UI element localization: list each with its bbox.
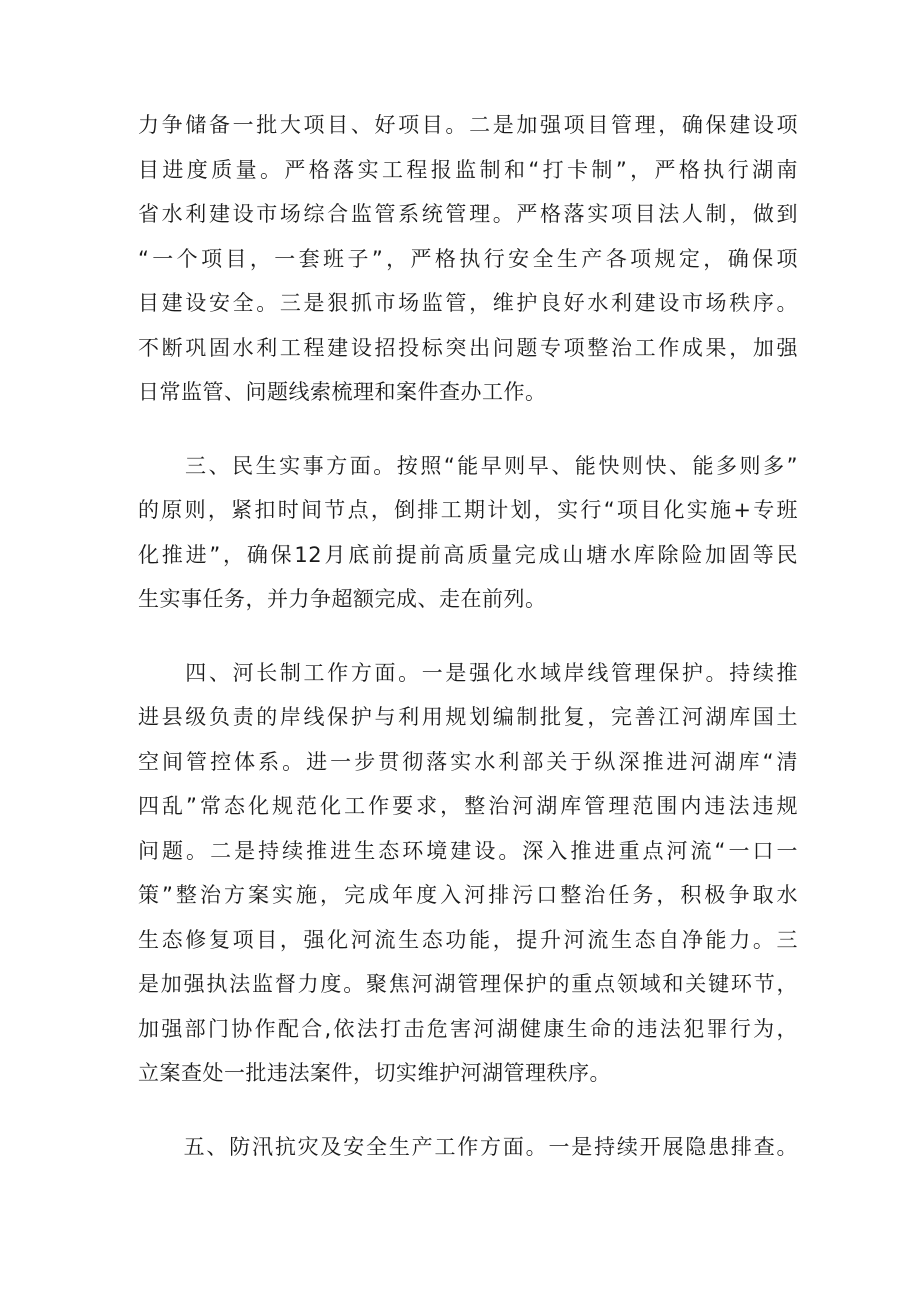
text-line: 生态修复项目，强化河流生态功能，提升河流生态自净能力。三 — [138, 927, 798, 952]
text-line: 日常监管、问题线索梳理和案件查办工作。 — [138, 380, 547, 404]
paragraph-flood-safety — [138, 1125, 798, 1170]
text-line: 四乱”常态化规范化工作要求，整治河湖库管理范围内违法违规 — [138, 794, 798, 818]
text-line: 四、河长制工作方面。一是强化水域岸线管理保护。持续推 — [138, 660, 798, 685]
text-line: 立案查处一批违法案件，切实维护河湖管理秩序。 — [138, 1061, 611, 1085]
text-line: 不断巩固水利工程建设招投标突出问题专项整治工作成果，加强 — [138, 335, 798, 360]
paragraph-spacer — [138, 415, 798, 444]
text-line: 的原则，紧扣时间节点，倒排工期计划，实行“项目化实施+专班 — [138, 498, 798, 522]
paragraph-spacer — [138, 622, 798, 651]
paragraph-spacer — [138, 1096, 798, 1125]
text-line: 是加强执法监督力度。聚焦河湖管理保护的重点领域和关键环节， — [138, 972, 798, 996]
paragraph-river-chief — [138, 651, 798, 1096]
text-line: 五、防汛抗灾及安全生产工作方面。一是持续开展隐患排查。 — [138, 1134, 798, 1159]
paragraph-project-management — [138, 103, 798, 415]
text-line: 省水利建设市场综合监管系统管理。严格落实项目法人制，做到 — [138, 202, 798, 226]
text-line: 进县级负责的岸线保护与利用规划编制批复，完善江河湖库国土 — [138, 705, 798, 729]
paragraph-livelihood — [138, 444, 798, 622]
text-line: 三、民生实事方面。按照“能早则早、能快则快、能多则多” — [138, 453, 798, 478]
text-line: “一个项目，一套班子”，严格执行安全生产各项规定，确保项 — [138, 246, 798, 271]
text-line: 目建设安全。三是狠抓市场监管，维护良好水利建设市场秩序。 — [138, 291, 798, 315]
text-line: 力争储备一批大项目、好项目。二是加强项目管理，确保建设项 — [138, 113, 798, 137]
text-line: 化推进”，确保12月底前提前高质量完成山塘水库除险加固等民 — [138, 542, 798, 567]
text-line: 策”整治方案实施，完成年度入河排污口整治任务，积极争取水 — [138, 883, 798, 907]
document-body — [138, 103, 798, 1169]
text-line: 加强部门协作配合,依法打击危害河湖健康生命的违法犯罪行为， — [138, 1016, 798, 1041]
text-line: 空间管控体系。进一步贯彻落实水利部关于纵深推进河湖库“清 — [138, 749, 798, 774]
text-line: 问题。二是持续推进生态环境建设。深入推进重点河流“一口一 — [138, 838, 798, 863]
text-line: 目进度质量。严格落实工程报监制和“打卡制”，严格执行湖南 — [138, 157, 798, 182]
text-line: 生实事任务，并力争超额完成、走在前列。 — [138, 587, 547, 611]
